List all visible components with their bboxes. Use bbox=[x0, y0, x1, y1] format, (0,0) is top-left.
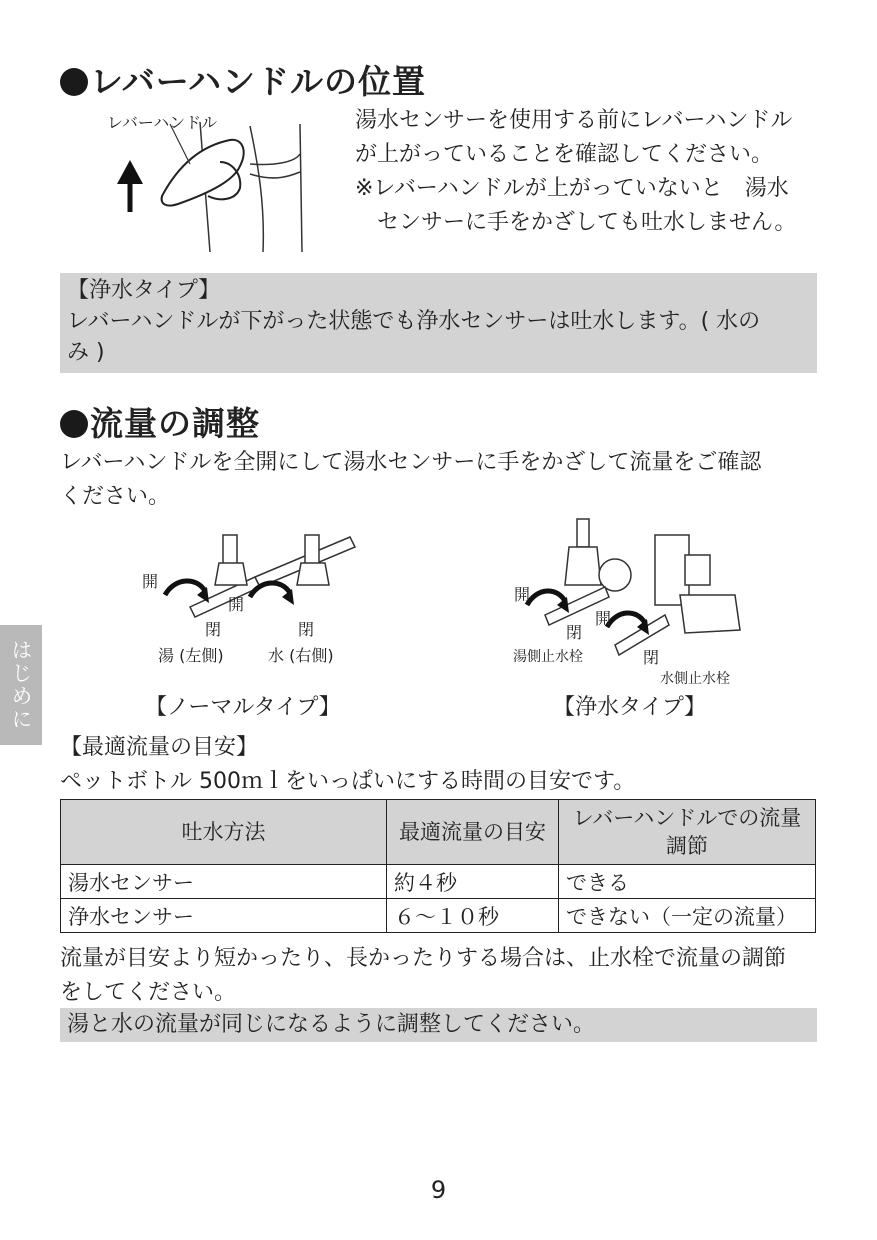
section-heading-flow-adjustment: 流量の調整 bbox=[60, 398, 260, 445]
bullet-icon bbox=[60, 410, 88, 438]
table-cell: 浄水センサー bbox=[61, 899, 387, 933]
table-header-cell: 吐水方法 bbox=[61, 800, 387, 865]
flow-intro-text: レバーハンドルを全開にして湯水センサーに手をかざして流量をご確認 ください。 bbox=[60, 450, 762, 509]
flow-rate-table bbox=[60, 799, 816, 933]
normal-close-right-label: 閉 bbox=[298, 620, 315, 639]
table-cell: できる bbox=[559, 865, 816, 899]
hot-valve-label: 湯側止水栓 bbox=[513, 649, 583, 665]
section-heading-lever-position: レバーハンドルの位置 bbox=[60, 56, 426, 103]
normal-open-left-label: 開 bbox=[142, 572, 159, 591]
adjustment-instruction-text: 流量が目安より短かったり、長かったりする場合は、止水栓で流量の調節 をしてください。 bbox=[60, 946, 787, 1005]
hot-side-label: 湯 (左側) bbox=[158, 646, 224, 665]
normal-close-left-label: 閉 bbox=[205, 620, 222, 639]
purify-type-caption: 【浄水タイプ】 bbox=[553, 695, 707, 720]
cold-side-label: 水 (右側) bbox=[268, 646, 334, 665]
purify-open-left-label: 開 bbox=[514, 585, 531, 604]
cold-valve-label: 水側止水栓 bbox=[660, 671, 730, 687]
table-cell: 約４秒 bbox=[387, 865, 559, 899]
flow-guide: 【最適流量の目安】 ペットボトル 500ｍｌをいっぱいにする時間の目安です。 bbox=[60, 735, 636, 794]
purify-close-left-label: 閉 bbox=[566, 623, 583, 642]
equal-flow-note-box: 湯と水の流量が同じになるように調整してください。 bbox=[60, 1008, 817, 1042]
bullet-icon bbox=[60, 68, 88, 96]
purify-type-note-box: 【浄水タイプ】 レバーハンドルが下がった状態でも浄水センサーは吐水します。( 水の み ) bbox=[60, 273, 817, 373]
table-header-row bbox=[61, 800, 816, 865]
table-cell: ６～１０秒 bbox=[387, 899, 559, 933]
lever-instruction-text: 湯水センサーを使用する前にレバーハンドル が上がっていることを確認してください。 ※レバーハンドルが上がっていないと 湯水 センサーに手をかざしても吐水しません。 bbox=[355, 108, 797, 235]
table-row bbox=[61, 899, 816, 933]
page-number: 9 bbox=[430, 1176, 447, 1204]
lever-handle-label: レバーハンドル bbox=[107, 113, 218, 132]
normal-open-right-label: 開 bbox=[228, 595, 245, 614]
purify-close-right-label: 閉 bbox=[643, 648, 660, 667]
table-cell: できない（一定の流量） bbox=[559, 899, 816, 933]
table-cell: 湯水センサー bbox=[61, 865, 387, 899]
section-side-tab: はじめに bbox=[0, 625, 42, 745]
table-header-cell: 最適流量の目安 bbox=[387, 800, 559, 865]
normal-type-caption: 【ノーマルタイプ】 bbox=[145, 695, 341, 720]
table-row bbox=[61, 865, 816, 899]
purify-open-right-label: 開 bbox=[595, 609, 612, 628]
table-header-cell: レバーハンドルでの流量調節 bbox=[559, 800, 816, 865]
